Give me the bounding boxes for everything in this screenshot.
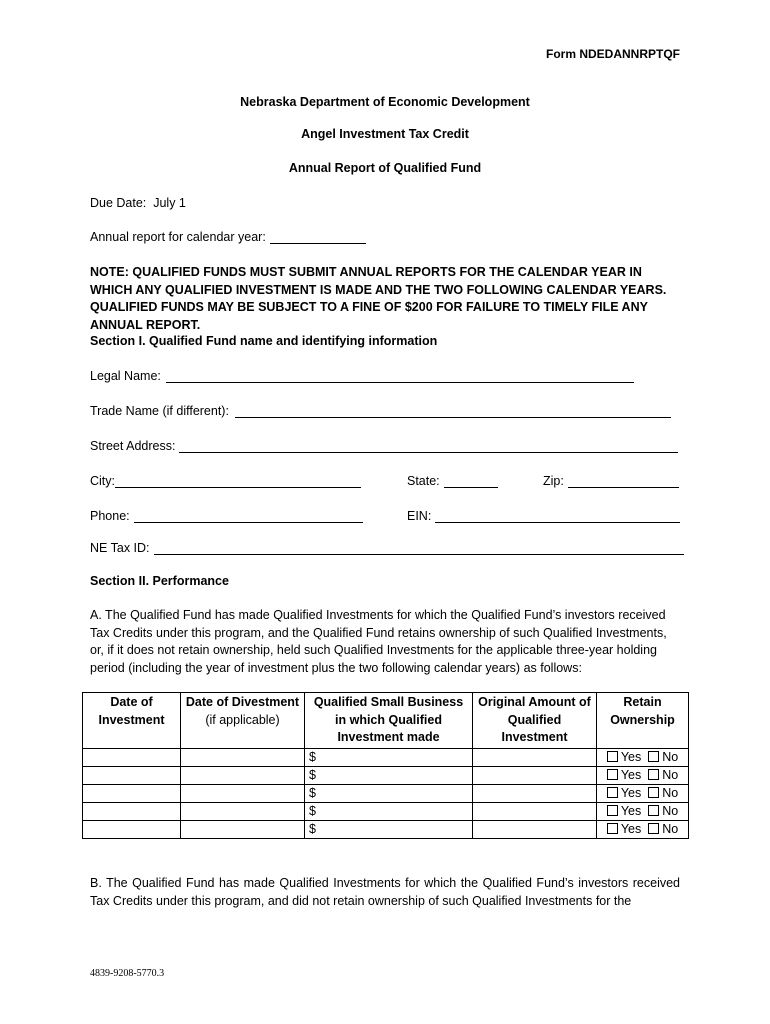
table-header-row (83, 693, 689, 749)
header-date-of-investment: Date of Investment (83, 693, 181, 749)
cell-date-of-divestment[interactable] (181, 820, 305, 838)
header-retain-ownership: Retain Ownership (597, 693, 689, 749)
section1-title: Section I. Qualified Fund name and identifying information (90, 334, 438, 348)
cell-retain-ownership: Yes No (597, 766, 689, 784)
table-row (83, 820, 689, 838)
street-address-label: Street Address: (90, 439, 176, 453)
cell-qualified-small-business[interactable]: $ (305, 748, 473, 766)
ein-input[interactable] (435, 508, 680, 523)
cell-date-of-divestment[interactable] (181, 802, 305, 820)
state-field (407, 473, 498, 488)
no-checkbox[interactable] (648, 751, 659, 762)
phone-input[interactable] (134, 508, 363, 523)
yes-checkbox[interactable] (607, 751, 618, 762)
no-checkbox[interactable] (648, 787, 659, 798)
yes-checkbox[interactable] (607, 787, 618, 798)
phone-label: Phone: (90, 509, 130, 523)
header-date-of-divestment: Date of Divestment (if applicable) (181, 693, 305, 749)
paragraph-a: A. The Qualified Fund has made Qualified Investments for which the Qualified Fund’s investors received Tax Credits under this program, and the Qualified Fund retains ownership of such Qualified Investments, or, if it does not retain ownership, held such Qualified Investments for the applicable three-year holding period (including the year of investment plus the two following calendar years) as follows: (90, 608, 667, 675)
ne-tax-id-field (90, 540, 684, 555)
city-field (90, 473, 361, 488)
cell-original-amount[interactable] (473, 820, 597, 838)
program-heading: Angel Investment Tax Credit (301, 127, 469, 141)
section2-title: Section II. Performance (90, 574, 229, 588)
legal-name-input[interactable] (166, 368, 634, 383)
city-label: City: (90, 474, 115, 488)
table-row (83, 802, 689, 820)
investments-table (82, 692, 689, 839)
header-divestment-sub: (if applicable) (205, 712, 280, 727)
cell-date-of-investment[interactable] (83, 766, 181, 784)
yes-checkbox[interactable] (607, 805, 618, 816)
no-checkbox[interactable] (648, 805, 659, 816)
zip-field (543, 473, 679, 488)
city-input[interactable] (115, 473, 361, 488)
cell-qualified-small-business[interactable]: $ (305, 820, 473, 838)
report-heading: Annual Report of Qualified Fund (288, 161, 482, 175)
filing-note: NOTE: QUALIFIED FUNDS MUST SUBMIT ANNUAL REPORTS FOR THE CALENDAR YEAR IN WHICH ANY QUALIFIED INVESTMENT IS MADE AND THE TWO FOLLOWING CALENDAR YEARS. QUALIFIED FUNDS MAY BE SUBJECT TO A FINE OF $200 FOR FAILURE TO TIMELY FILE ANY ANNUAL REPORT. (90, 265, 667, 332)
ein-field (407, 508, 680, 523)
trade-name-input[interactable] (235, 403, 671, 418)
legal-name-label: Legal Name: (90, 369, 161, 383)
yes-checkbox[interactable] (607, 823, 618, 834)
trade-name-label: Trade Name (if different): (90, 404, 229, 418)
cell-date-of-investment[interactable] (83, 784, 181, 802)
no-checkbox[interactable] (648, 823, 659, 834)
ne-tax-id-label: NE Tax ID: (90, 541, 150, 555)
cell-qualified-small-business[interactable]: $ (305, 802, 473, 820)
cell-date-of-divestment[interactable] (181, 766, 305, 784)
due-date: Due Date: July 1 (90, 196, 186, 210)
yes-checkbox[interactable] (607, 769, 618, 780)
form-id: Form NDEDANNRPTQF (546, 47, 680, 61)
state-label: State: (407, 474, 440, 488)
cell-date-of-investment[interactable] (83, 802, 181, 820)
header-qualified-small-business: Qualified Small Business in which Qualified Investment made (305, 693, 473, 749)
cell-qualified-small-business[interactable]: $ (305, 784, 473, 802)
calendar-year-input[interactable] (270, 229, 366, 244)
calendar-year-field (90, 229, 366, 244)
footer-document-code: 4839-9208-5770.3 (90, 968, 165, 979)
cell-date-of-divestment[interactable] (181, 784, 305, 802)
cell-retain-ownership: Yes No (597, 784, 689, 802)
zip-label: Zip: (543, 474, 564, 488)
table-row (83, 766, 689, 784)
street-address-field (90, 438, 678, 453)
table-row (83, 784, 689, 802)
table-row (83, 748, 689, 766)
phone-field (90, 508, 363, 523)
state-input[interactable] (444, 473, 498, 488)
header-original-amount: Original Amount of Qualified Investment (473, 693, 597, 749)
cell-retain-ownership: Yes No (597, 820, 689, 838)
ein-label: EIN: (407, 509, 432, 523)
paragraph-b: B. The Qualified Fund has made Qualified Investments for which the Qualified Fund’s investors received Tax Credits under this program, and did not retain ownership of such Qualified Investments for the (90, 876, 680, 908)
trade-name-field (90, 403, 671, 418)
cell-retain-ownership: Yes No (597, 748, 689, 766)
cell-date-of-investment[interactable] (83, 748, 181, 766)
no-checkbox[interactable] (648, 769, 659, 780)
cell-retain-ownership: Yes No (597, 802, 689, 820)
cell-original-amount[interactable] (473, 802, 597, 820)
cell-original-amount[interactable] (473, 766, 597, 784)
street-address-input[interactable] (179, 438, 678, 453)
legal-name-field (90, 368, 634, 383)
zip-input[interactable] (568, 473, 679, 488)
calendar-year-label: Annual report for calendar year: (90, 230, 266, 244)
ne-tax-id-input[interactable] (154, 540, 684, 555)
cell-original-amount[interactable] (473, 784, 597, 802)
cell-date-of-investment[interactable] (83, 820, 181, 838)
cell-qualified-small-business[interactable]: $ (305, 766, 473, 784)
cell-date-of-divestment[interactable] (181, 748, 305, 766)
department-heading: Nebraska Department of Economic Development (240, 95, 530, 109)
cell-original-amount[interactable] (473, 748, 597, 766)
